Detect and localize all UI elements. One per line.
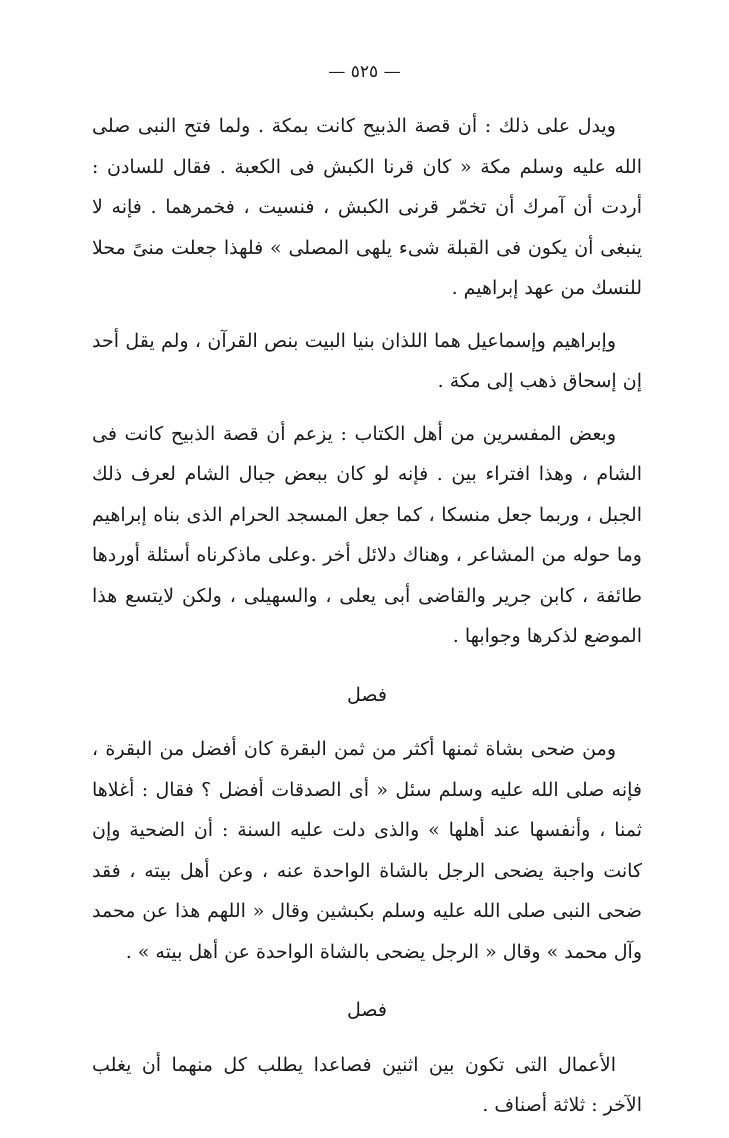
- paragraph-deeds: الأعمال التى تكون بين اثنين فصاعدا يطلب كل منهما أن يغلب الآخر : ثلاثة أصناف .: [92, 1053, 642, 1116]
- paragraph-people-of-book: وبعض المفسرين من أهل الكتاب : يزعم أن قصة الذبيح كانت فى الشام ، وهذا افتراء بين . فإنه لو كان ببعض جبال الشام لعرف ذلك الجبل ، وربما جعل منسكا ، كما جعل المسجد الحرام الذى بناه إبراهيم وما حوله من المشاعر ، وهناك دلائل أخر .وعلى ماذكرناه أسئلة أوردها طائفة ، كابن جرير والقاضى أبى يعلى ، والسهيلى ، ولكن لايتسع هذا الموضع لذكرها وجوابها .: [92, 422, 642, 647]
- paragraph-sacrifice: ومن ضحى بشاة ثمنها أكثر من ثمن البقرة كان أفضل من البقرة ، فإنه صلى الله عليه وسلم سئل « أى الصدقات أفضل ؟ فقال : أغلاها ثمنا ، وأنفسها عند أهلها » والذى دلت عليه السنة : أن الضحية وإن كانت واجبة يضحى الرجل بالشاة الواحدة عنه ، وعن أهل بيته ، فقد ضحى النبى صلى الله عليه وسلم بكبشين وقال « اللهم هذا عن محمد وآل محمد » وقال « الرجل يضحى بالشاة الواحدة عن أهل بيته » .: [92, 738, 642, 963]
- section-heading-2: فصل: [347, 999, 387, 1021]
- page-number: — ٥٢٥ —: [328, 62, 401, 82]
- paragraph-dhabih-mecca: ويدل على ذلك : أن قصة الذبيح كانت بمكة . ولما فتح النبى صلى الله عليه وسلم مكة « كان قرنا الكبش فى الكعبة . فقال للسادن : أردت أن آمرك أن تخمّر قرنى الكبش ، فنسيت ، فخمرهما . فإنه لا ينبغى أن يكون فى القبلة شىء يلهى المصلى » فلهذا جعلت منىً محلا للنسك من عهد إبراهيم .: [92, 115, 642, 299]
- section-heading-1: فصل: [347, 683, 387, 706]
- page-body: [92, 106, 642, 1138]
- paragraph-ibrahim-ismail: وإبراهيم وإسماعيل هما اللذان بنيا البيت بنص القرآن ، ولم يقل أحد إن إسحاق ذهب إلى مكة .: [92, 329, 642, 392]
